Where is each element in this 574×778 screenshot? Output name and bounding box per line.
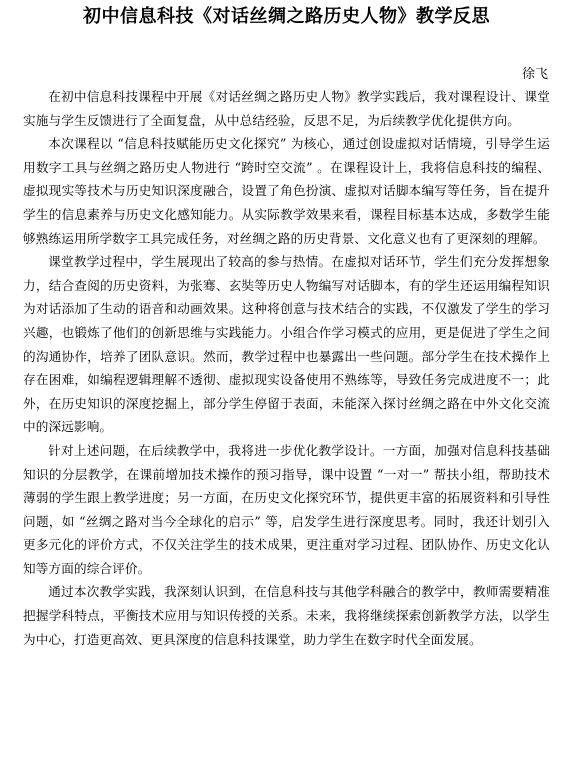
paragraph-improvements: 针对上述问题，在后续教学中，我将进一步优化教学设计。一方面，加强对信息科技基础知识的分层教学，在课前增加技术操作的预习指导，课中设置 “一对一” 帮扶小组，帮助技术薄弱的学生跟上教学进度；另一方面，在历史文化探究环节，提供更丰富的拓展资料和引导性问题，如 “丝绸之路对当今全球化的启示” 等，启发学生进行深度思考。同时，我还计划引入更多元化的评价方式，不仅关注学生的技术成果，更注重对学习过程、团队协作、历史文化认知等方面的综合评价。 (23, 442, 550, 576)
document-author: 徐飞 (521, 67, 548, 82)
paragraph-course-design: 本次课程以 “信息科技赋能历史文化探究” 为核心，通过创设虚拟对话情境，引导学生运用数字工具与丝绸之路历史人物进行 “跨时空交流” 。在课程设计上，我将信息科技的编程、虚拟现实等技术与历史知识深度融合，设置了角色扮演、虚拟对话脚本编写等任务，旨在提升学生的信息素养与历史文化感知能力。从实际教学效果来看，课程目标基本达成，多数学生能够熟练运用所学数字工具完成任务，对丝绸之路的历史背景、文化意义也有了更深刻的理解。 (23, 136, 550, 246)
paragraph-intro: 在初中信息科技课程中开展《对话丝绸之路历史人物》教学实践后，我对课程设计、课堂实施与学生反馈进行了全面复盘，从中总结经验，反思不足，为后续教学优化提供方向。 (23, 89, 550, 128)
document-title: 初中信息科技《对话丝绸之路历史人物》教学反思 (83, 6, 490, 27)
paragraph-conclusion: 通过本次教学实践，我深刻认识到，在信息科技与其他学科融合的教学中，教师需要精准把握学科特点，平衡技术应用与知识传授的关系。未来，我将继续探索创新教学方法，以学生为中心，打造更高效、更具深度的信息科技课堂，助力学生在数字时代全面发展。 (23, 584, 550, 647)
paragraph-classroom-process: 课堂教学过程中，学生展现出了较高的参与热情。在虚拟对话环节，学生们充分发挥想象力，结合查阅的历史资料，为张骞、玄奘等历史人物编写对话脚本，有的学生还运用编程知识为对话添加了生动的语音和动画效果。这种将创意与技术结合的实践，不仅激发了学生的学习兴趣，也锻炼了他们的创新思维与实践能力。小组合作学习模式的应用，更是促进了学生之间的沟通协作，培养了团队意识。然而，教学过程中也暴露出一些问题。部分学生在技术操作上存在困难，如编程逻辑理解不透彻、虚拟现实设备使用不熟练等，导致任务完成进度不一；此外，在历史知识的深度挖掘上，部分学生停留于表面，未能深入探讨丝绸之路在中外文化交流中的深远影响。 (23, 254, 550, 435)
document-body (23, 85, 550, 651)
